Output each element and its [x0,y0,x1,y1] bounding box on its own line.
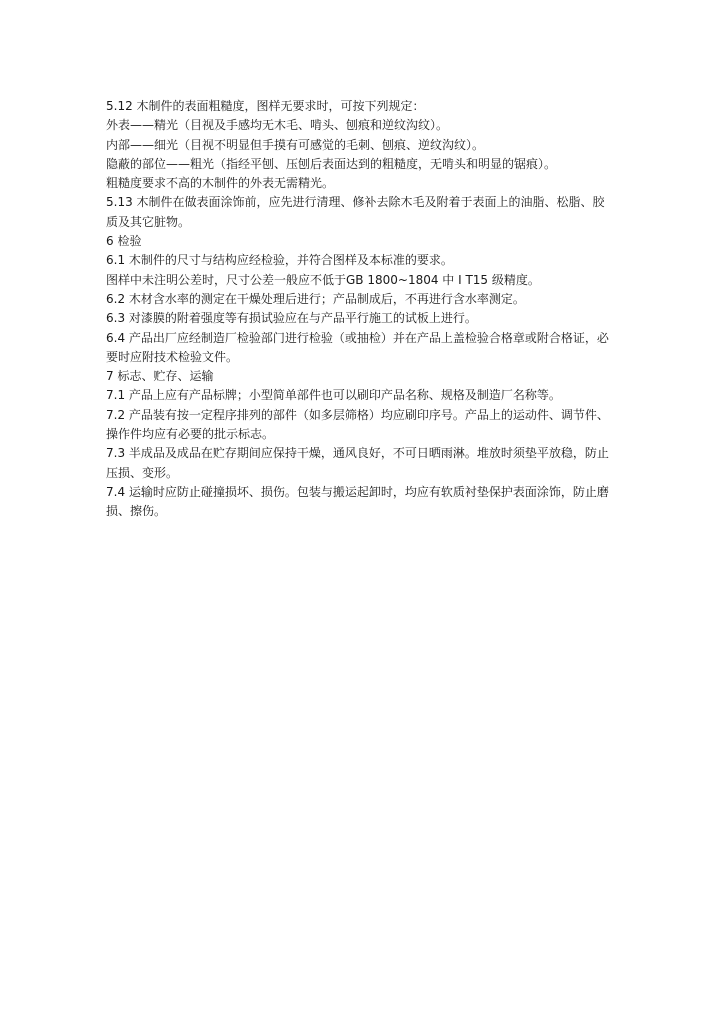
surface-exterior-line: 外表——精光（目视及手感均无木毛、啃头、刨痕和逆纹沟纹）。 [106,118,449,133]
clause-7-1-line: 7.1 产品上应有产品标牌；小型简单部件也可以刷印产品名称、规格及制造厂名称等。 [106,388,561,403]
clause-7-3-continuation: 压损、变形。 [106,465,179,480]
clause-7-2-line: 7.2 产品装有按一定程序排列的部件（如多层筛格）均应刷印序号。产品上的运动件、调节件、 [106,407,609,422]
clause-6-1-line: 6.1 木制件的尺寸与结构应经检验，并符合图样及本标准的要求。 [106,253,453,268]
clause-5-12-heading: 5.12 木制件的表面粗糙度，图样无要求时，可按下列规定： [106,99,425,113]
document-body [106,97,626,522]
clause-6-4-line: 6.4 产品出厂应经制造厂检验部门进行检验（或抽检）并在产品上盖检验合格章或附合格证，必 [106,330,609,345]
surface-note-line: 粗糙度要求不高的木制件的外表无需精光。 [106,176,335,191]
clause-6-4-continuation: 要时应附技术检验文件。 [106,349,239,364]
clause-7-4-continuation: 损、擦伤。 [106,504,167,519]
clause-5-13-continuation: 质及其它脏物。 [106,214,191,229]
surface-hidden-line: 隐蔽的部位——粗光（指经平刨、压刨后表面达到的粗糙度，无啃头和明显的锯痕）。 [106,156,557,171]
clause-5-13-line: 5.13 木制件在做表面涂饰前，应先进行清理、修补去除木毛及附着于表面上的油脂、松脂、胶 [106,195,605,210]
section-7-heading: 7 标志、贮存、运输 [106,369,214,384]
clause-7-2-continuation: 操作件均应有必要的批示标志。 [106,427,275,442]
section-6-heading: 6 检验 [106,234,142,249]
clause-6-3-line: 6.3 对漆膜的附着强度等有损试验应在与产品平行施工的试板上进行。 [106,311,477,326]
tolerance-note-line: 图样中未注明公差时，尺寸公差一般应不低于GB 1800~1804 中 I T15 级精度。 [106,272,540,287]
surface-interior-line: 内部——细光（目视不明显但手摸有可感觉的毛刺、刨痕、逆纹沟纹）。 [106,137,485,152]
clause-7-3-line: 7.3 半成品及成品在贮存期间应保持干燥，通风良好，不可日晒雨淋。堆放时须垫平放稳，防止 [106,446,609,461]
clause-7-4-line: 7.4 运输时应防止碰撞损坏、损伤。包装与搬运起卸时，均应有软质衬垫保护表面涂饰，防止磨 [106,484,609,499]
clause-6-2-line: 6.2 木材含水率的测定在干燥处理后进行；产品制成后，不再进行含水率测定。 [106,291,525,306]
